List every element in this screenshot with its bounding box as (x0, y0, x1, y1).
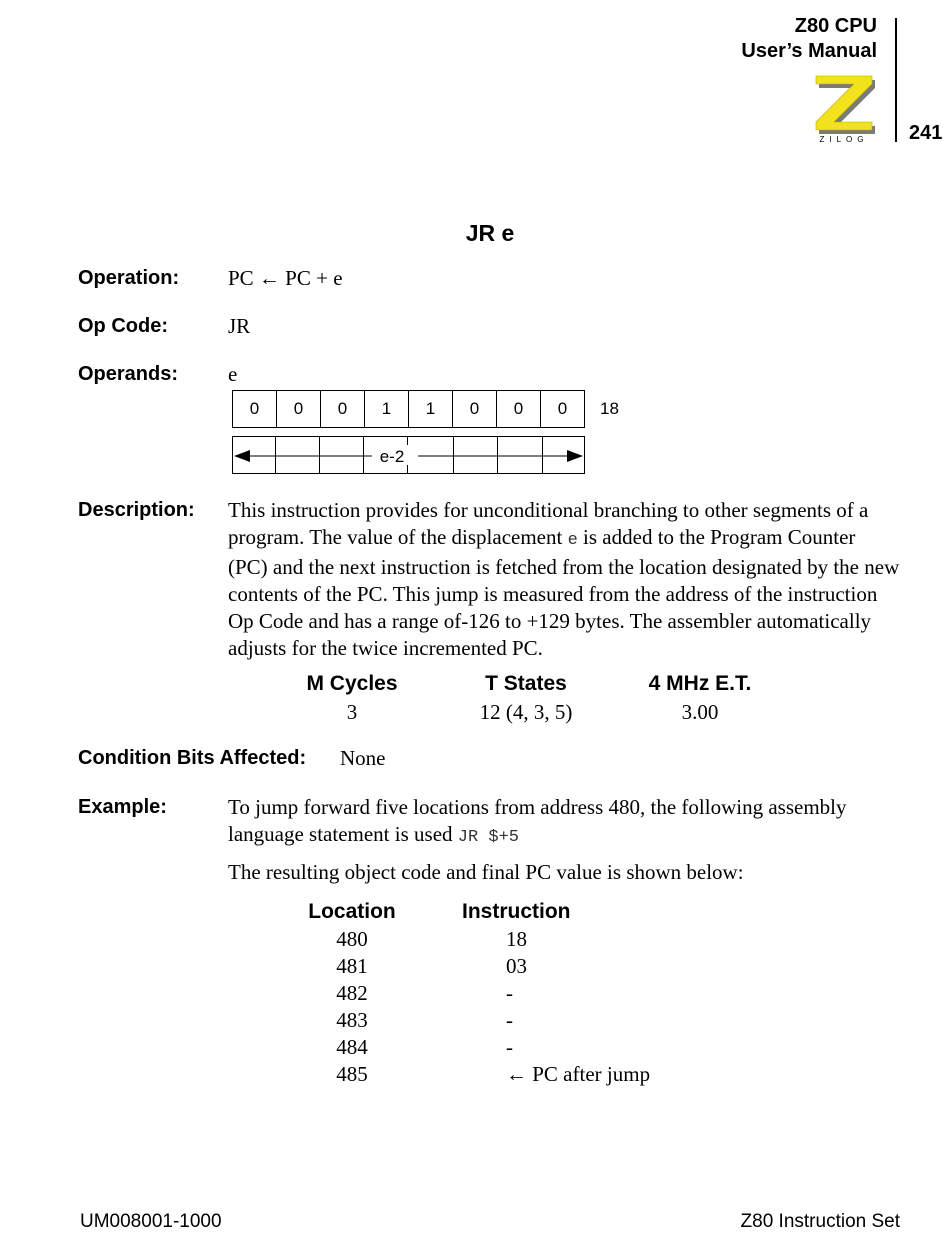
condition-label: Condition Bits Affected: (78, 747, 307, 769)
opcode-hex: 18 (600, 399, 619, 418)
example-result-text: The resulting object code and final PC value is shown below: (228, 860, 744, 884)
timing-header-et: 4 MHz E.T. (648, 672, 752, 695)
operation-value: PC ← PC + e (228, 266, 343, 290)
description-code: e (567, 530, 578, 550)
bit-cell: 0 (540, 391, 584, 427)
table-cell-location: 483 (336, 1008, 368, 1032)
header-rule (895, 18, 897, 142)
manual-title (741, 14, 877, 64)
operands-value: e (228, 362, 238, 386)
description-part2: is added to the Program Counter (PC) and the next instruction is fetched from the location designated by the new contents of the PC. This jump is measured from the address of the instruction Op Code and has a range of-126 to +129 bytes. The assembler automatically adjusts for the twice incremented PC. (228, 524, 900, 660)
example-text-body: To jump forward five locations from address 480, the following assembly language statement is used (228, 795, 847, 846)
condition-value: None (340, 746, 386, 770)
table-cell-location: 481 (336, 954, 368, 978)
opcode-bit-boxes (232, 390, 585, 428)
footer-section: Z80 Instruction Set (740, 1211, 900, 1232)
displacement-boxes (232, 436, 586, 476)
displacement-label: e-2 (379, 447, 405, 466)
table-header-instruction: Instruction (462, 900, 571, 923)
description-label: Description: (78, 499, 195, 521)
table-cell-location: 482 (336, 981, 368, 1005)
example-code: JR $+5 (457, 827, 519, 847)
page-number: 241 (909, 122, 943, 144)
bit-cell: 1 (408, 391, 452, 427)
timing-value-mcycles: 3 (346, 700, 358, 724)
description-text (228, 497, 900, 661)
table-cell-instruction: - (506, 981, 513, 1005)
timing-header-tstates: T States (485, 672, 567, 695)
arrow-right-icon (567, 450, 583, 462)
bit-cell: 0 (496, 391, 540, 427)
table-cell-instruction: 03 (506, 954, 527, 978)
manual-title-line2: User’s Manual (741, 40, 877, 62)
bit-cell: 0 (320, 391, 364, 427)
timing-header-mcycles: M Cycles (306, 672, 398, 695)
bit-cell: 0 (452, 391, 496, 427)
instruction-title: JR e (465, 220, 515, 246)
example-text (228, 794, 900, 851)
operands-label: Operands: (78, 363, 179, 385)
arrow-left-icon (234, 450, 250, 462)
description-part1: This instruction provides for unconditional branching to other segments of a program. The value of the displacement (228, 498, 869, 549)
table-cell-instruction: 18 (506, 927, 527, 951)
logo-text: ZILOG (819, 135, 869, 144)
table-cell-instruction: - (506, 1035, 513, 1059)
table-cell-location: 480 (336, 927, 368, 951)
footer-doc-id: UM008001-1000 (80, 1211, 222, 1232)
zilog-logo-icon (808, 72, 880, 144)
table-cell-instruction: ← PC after jump (506, 1062, 651, 1086)
example-label: Example: (78, 796, 167, 818)
operation-label: Operation: (78, 267, 180, 289)
timing-value-tstates: 12 (4, 3, 5) (479, 700, 573, 724)
table-cell-location: 484 (336, 1035, 368, 1059)
table-header-location: Location (308, 900, 396, 923)
bit-cell: 0 (276, 391, 320, 427)
table-cell-instruction: - (506, 1008, 513, 1032)
bit-cell: 1 (364, 391, 408, 427)
opcode-value: JR (228, 314, 251, 338)
table-cell-location: 485 (336, 1062, 368, 1086)
manual-title-line1: Z80 CPU (794, 15, 877, 37)
timing-value-et: 3.00 (681, 700, 719, 724)
opcode-label: Op Code: (78, 315, 168, 337)
bit-cell: 0 (249, 399, 260, 418)
